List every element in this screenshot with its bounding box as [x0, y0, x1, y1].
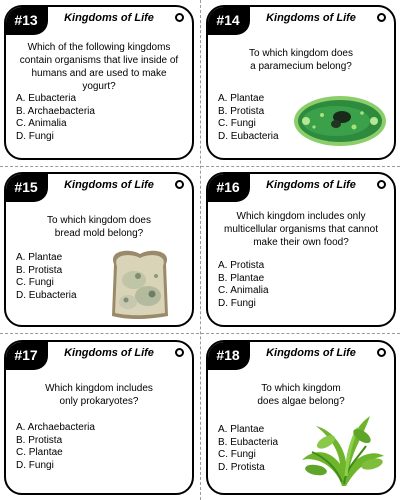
card-question: To which kingdom does a paramecium belong?: [249, 48, 353, 72]
card-question: Which kingdom includes only multicellular organisms that cannot make their own food?: [224, 211, 378, 248]
card-number-badge: #14: [206, 5, 250, 35]
answer-option: A. Plantae: [218, 93, 265, 104]
punch-hole-icon: [175, 180, 184, 189]
card-title: Kingdoms of Life: [266, 12, 356, 24]
answer-option: C. Animalia: [16, 118, 67, 129]
answer-option: B. Protista: [218, 105, 265, 117]
punch-hole-icon: [175, 13, 184, 22]
card-number-badge: #17: [4, 340, 48, 370]
answer-option: D. Eubacteria: [16, 289, 77, 301]
card-number-badge: #15: [4, 172, 48, 202]
card-title: Kingdoms of Life: [266, 179, 356, 191]
task-card-13: [4, 5, 194, 160]
answer-option: D. Fungi: [16, 459, 54, 471]
answer-option: A. Protista: [218, 260, 265, 271]
paramecium-image: [292, 93, 388, 149]
task-card-17: [4, 340, 194, 495]
answer-option: D. Eubacteria: [218, 130, 279, 142]
card-title: Kingdoms of Life: [64, 179, 154, 191]
answer-option: C. Animalia: [218, 285, 269, 296]
answer-option: A. Archaebacteria: [16, 422, 95, 433]
answer-option: D. Protista: [218, 461, 265, 473]
card-title: Kingdoms of Life: [266, 347, 356, 359]
vertical-cut-line: [200, 0, 201, 500]
answer-list: [218, 93, 279, 143]
answer-option: D. Fungi: [218, 297, 256, 309]
card-question: To which kingdom does bread mold belong?: [47, 215, 151, 239]
card-number-badge: #16: [206, 172, 250, 202]
task-card-18: [206, 340, 396, 495]
answer-list: [218, 260, 269, 310]
answer-option: A. Eubacteria: [16, 93, 77, 104]
horizontal-cut-line-1: [0, 166, 400, 167]
answer-option: B. Eubacteria: [218, 436, 279, 448]
answer-option: B. Archaebacteria: [16, 105, 95, 117]
punch-hole-icon: [377, 180, 386, 189]
punch-hole-icon: [377, 348, 386, 357]
answer-list: [218, 424, 278, 474]
algae-image: [296, 406, 388, 490]
answer-option: B. Plantae: [218, 272, 265, 284]
answer-option: C. Fungi: [16, 277, 54, 288]
horizontal-cut-line-2: [0, 333, 400, 334]
task-card-14: [206, 5, 396, 160]
answer-list: [16, 93, 95, 143]
answer-list: [16, 422, 95, 472]
card-question: To which kingdom does algae belong?: [257, 383, 345, 407]
answer-option: C. Fungi: [218, 118, 256, 129]
answer-option: B. Protista: [16, 434, 63, 446]
answer-option: C. Plantae: [16, 447, 63, 458]
card-question: Which of the following kingdoms contain organisms that live inside of humans and are used to make yogurt?: [19, 42, 179, 92]
punch-hole-icon: [377, 13, 386, 22]
card-number-badge: #18: [206, 340, 250, 370]
card-title: Kingdoms of Life: [64, 347, 154, 359]
answer-option: A. Plantae: [16, 252, 63, 263]
card-number-badge: #13: [4, 5, 48, 35]
card-title: Kingdoms of Life: [64, 12, 154, 24]
moldy-bread-image: [104, 246, 176, 322]
card-question: Which kingdom includes only prokaryotes?: [45, 383, 153, 407]
answer-option: D. Fungi: [16, 130, 54, 142]
punch-hole-icon: [175, 348, 184, 357]
answer-option: B. Protista: [16, 264, 63, 276]
task-card-16: [206, 172, 396, 327]
answer-list: [16, 252, 77, 302]
task-card-15: [4, 172, 194, 327]
answer-option: C. Fungi: [218, 449, 256, 460]
answer-option: A. Plantae: [218, 424, 265, 435]
